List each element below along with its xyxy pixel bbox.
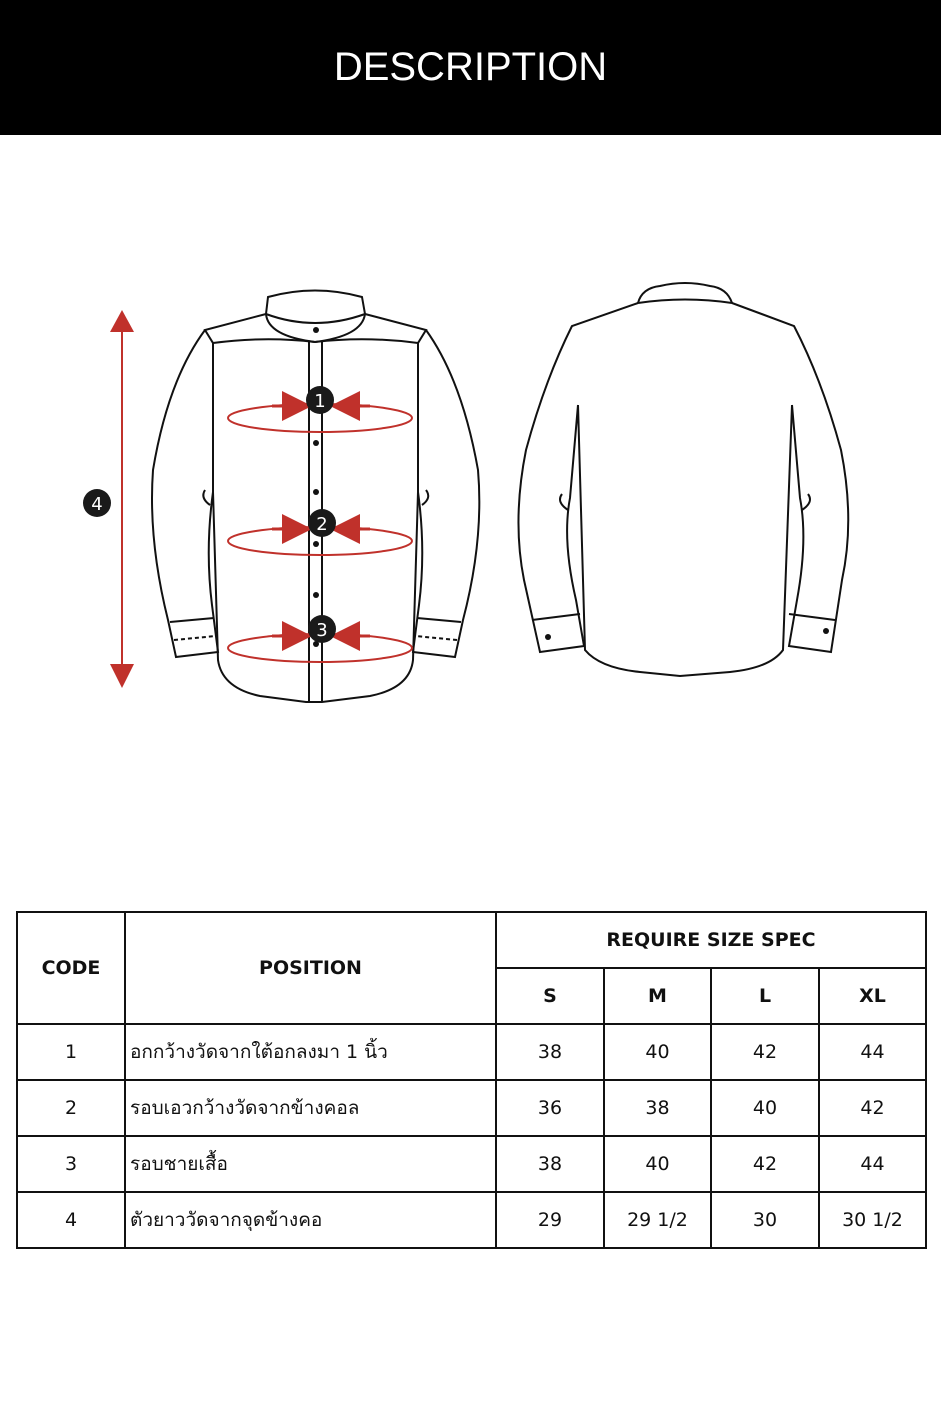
code-header: CODE bbox=[17, 912, 125, 1024]
row-value-m: 38 bbox=[604, 1080, 711, 1136]
row-value-m: 29 1/2 bbox=[604, 1192, 711, 1248]
marker-2 bbox=[308, 509, 336, 537]
header-bar bbox=[0, 0, 941, 135]
size-spec-table bbox=[16, 911, 927, 1249]
table-row bbox=[17, 1136, 926, 1192]
table-row bbox=[17, 1080, 926, 1136]
row-value-s: 38 bbox=[496, 1136, 604, 1192]
row-value-l: 42 bbox=[711, 1024, 819, 1080]
row-value-s: 29 bbox=[496, 1192, 604, 1248]
row-code: 1 bbox=[17, 1024, 125, 1080]
size-header-l: L bbox=[711, 968, 819, 1024]
row-position: รอบเอวกว้างวัดจากข้างคอล bbox=[125, 1080, 496, 1136]
row-value-xl: 30 1/2 bbox=[819, 1192, 926, 1248]
marker-4 bbox=[83, 489, 111, 517]
front-buttons bbox=[313, 327, 319, 647]
row-position: อกกว้างวัดจากใต้อกลงมา 1 นิ้ว bbox=[125, 1024, 496, 1080]
row-code: 2 bbox=[17, 1080, 125, 1136]
marker-3 bbox=[308, 615, 336, 643]
back-cuff-buttons bbox=[545, 628, 829, 640]
row-value-s: 38 bbox=[496, 1024, 604, 1080]
row-value-l: 30 bbox=[711, 1192, 819, 1248]
spec-header: REQUIRE SIZE SPEC bbox=[496, 912, 926, 968]
row-position: รอบชายเสื้อ bbox=[125, 1136, 496, 1192]
marker-1-label: 1 bbox=[314, 391, 326, 412]
marker-1 bbox=[306, 386, 334, 414]
row-value-xl: 42 bbox=[819, 1080, 926, 1136]
size-header-m: M bbox=[604, 968, 711, 1024]
row-code: 3 bbox=[17, 1136, 125, 1192]
table-row bbox=[17, 1024, 926, 1080]
marker-2-label: 2 bbox=[316, 514, 328, 535]
row-position: ตัวยาววัดจากจุดข้างคอ bbox=[125, 1192, 496, 1248]
row-value-xl: 44 bbox=[819, 1136, 926, 1192]
row-value-l: 42 bbox=[711, 1136, 819, 1192]
table-row bbox=[17, 1192, 926, 1248]
marker-4-label: 4 bbox=[91, 494, 103, 515]
row-code: 4 bbox=[17, 1192, 125, 1248]
row-value-m: 40 bbox=[604, 1024, 711, 1080]
page-title: DESCRIPTION bbox=[333, 45, 608, 89]
marker-3-label: 3 bbox=[316, 620, 328, 641]
back-shirt-drawing bbox=[518, 283, 848, 676]
row-value-l: 40 bbox=[711, 1080, 819, 1136]
size-header-xl: XL bbox=[819, 968, 926, 1024]
row-value-m: 40 bbox=[604, 1136, 711, 1192]
size-header-s: S bbox=[496, 968, 604, 1024]
shirt-measurement-illustration bbox=[0, 240, 941, 720]
row-value-s: 36 bbox=[496, 1080, 604, 1136]
measurement-guides bbox=[110, 310, 412, 688]
row-value-xl: 44 bbox=[819, 1024, 926, 1080]
position-header: POSITION bbox=[125, 912, 496, 1024]
